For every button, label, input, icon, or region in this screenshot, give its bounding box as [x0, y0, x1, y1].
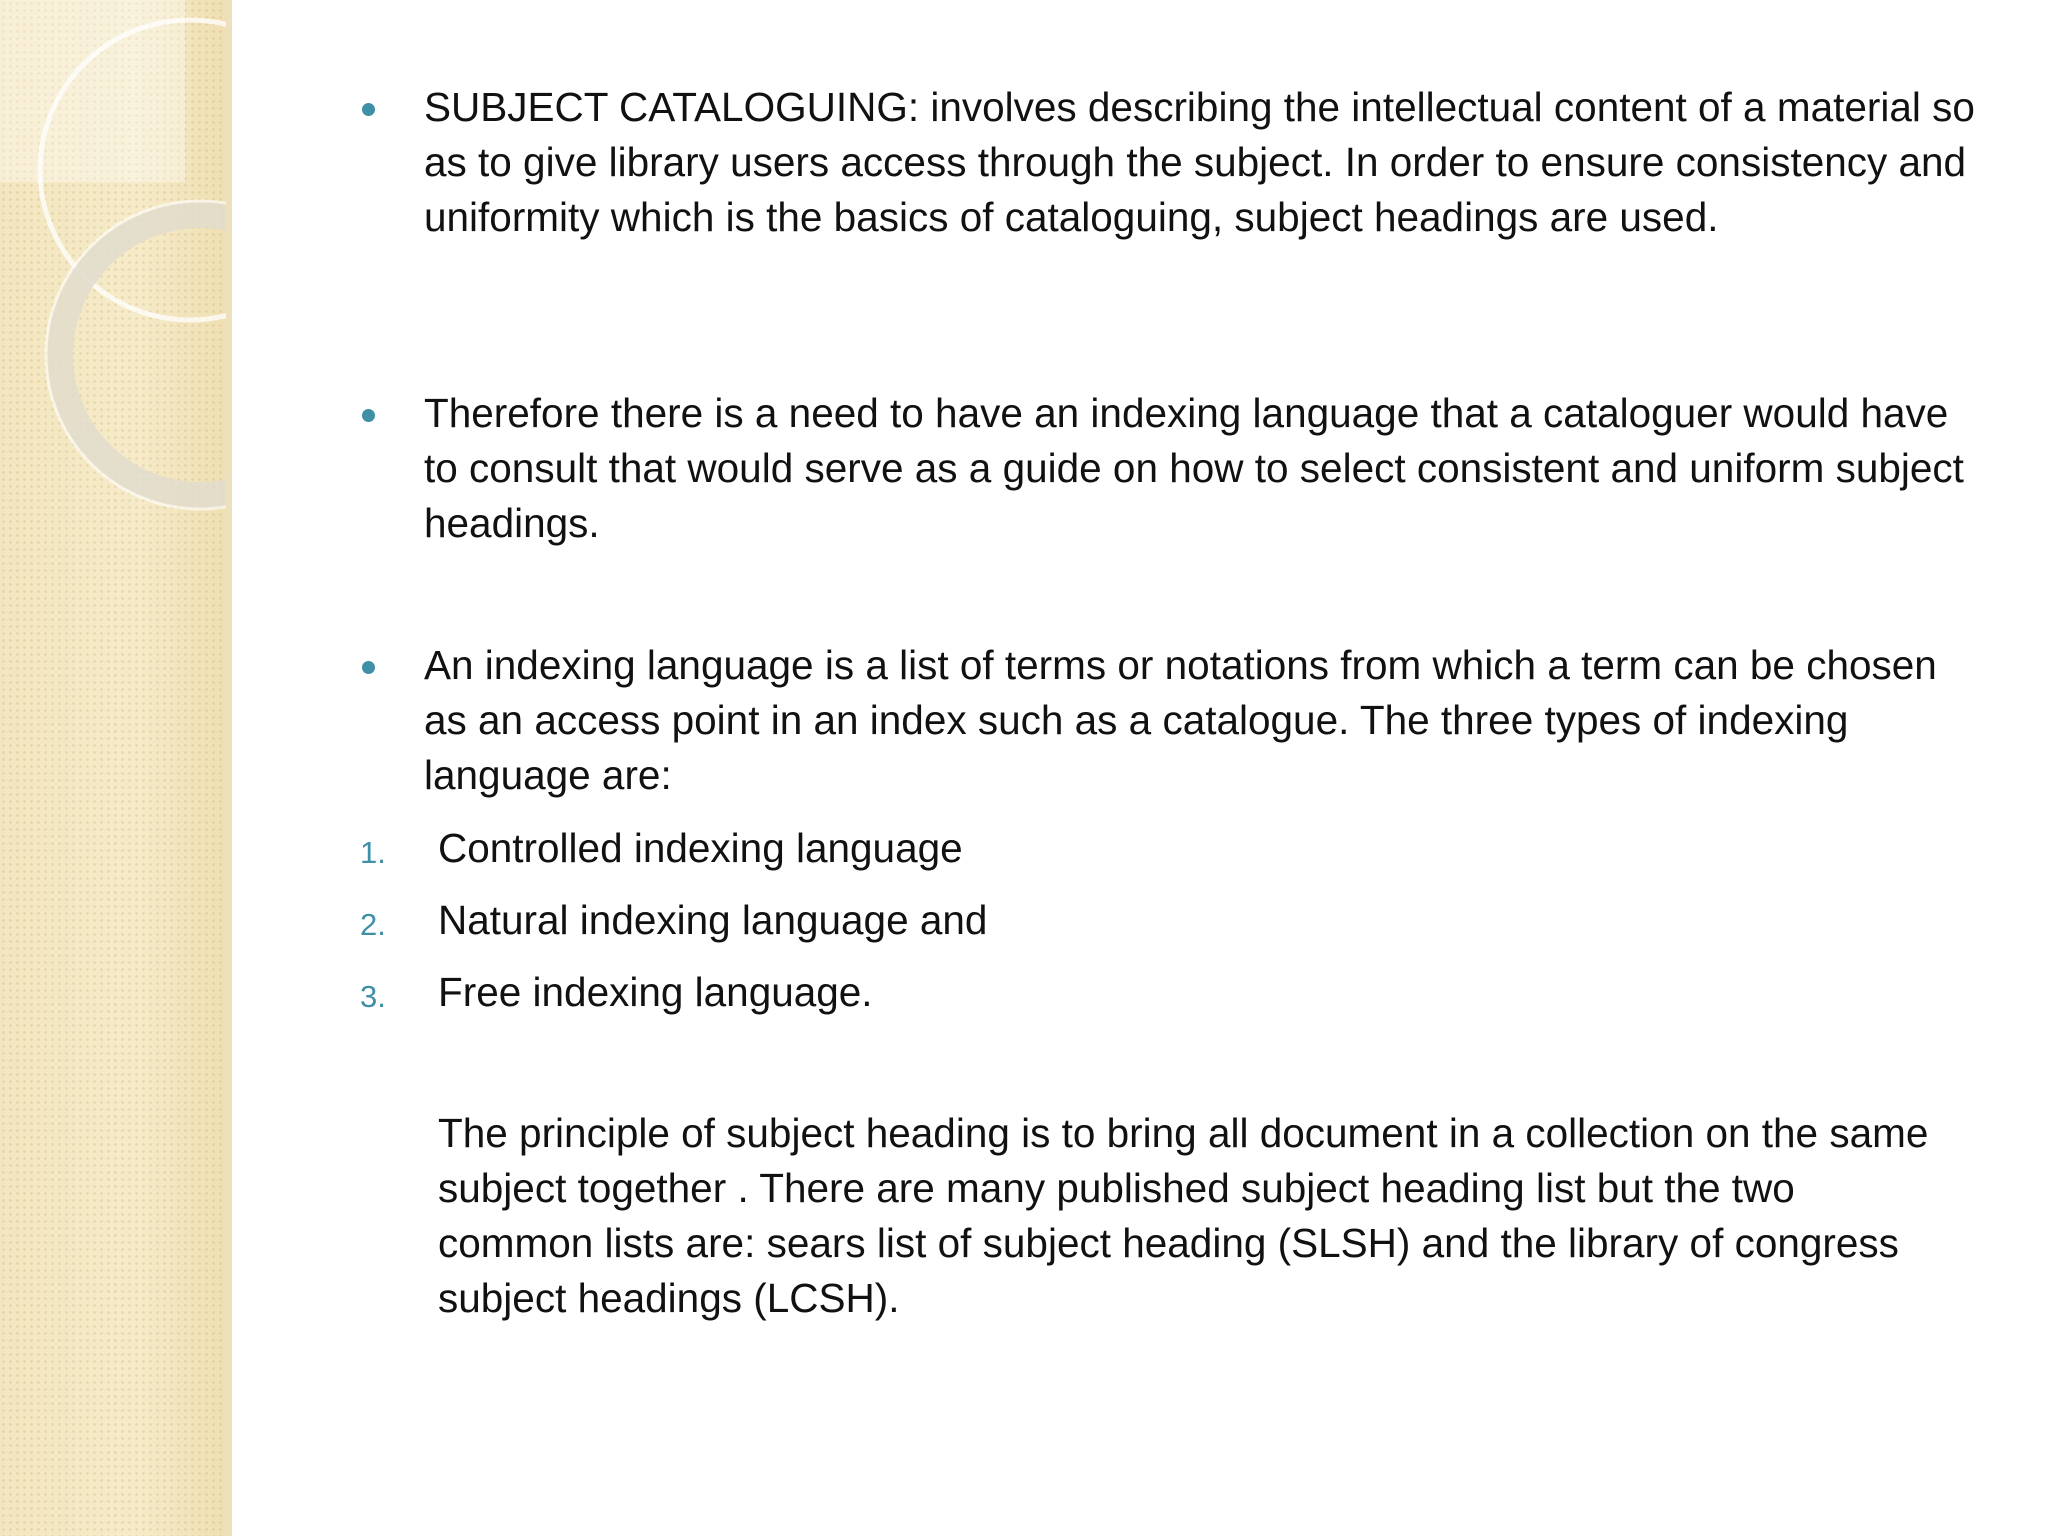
- list-item-text: Free indexing language.: [438, 969, 873, 1015]
- bullet-item-indexing-need: [424, 386, 1984, 551]
- numbered-item-natural: [360, 893, 1938, 948]
- bullet-text: SUBJECT CATALOGUING: involves describing the intellectual content of a material so as to give library users access through the subject. In order to ensure consistency and uniformity which is the basics of cataloguing, subject headings are used.: [424, 84, 1975, 240]
- bullet-dot-icon: [362, 103, 375, 116]
- bullet-dot-icon: [362, 661, 375, 674]
- numbered-item-free: [360, 965, 1938, 1020]
- numbered-item-controlled: [360, 821, 1938, 876]
- bullet-item-indexing-language-definition: [424, 638, 1984, 803]
- list-number: 3.: [360, 979, 386, 1014]
- list-item-text: Controlled indexing language: [438, 825, 963, 871]
- list-item-text: Natural indexing language and: [438, 897, 988, 943]
- list-number: 1.: [360, 835, 386, 870]
- list-number: 2.: [360, 907, 386, 942]
- closing-paragraph: The principle of subject heading is to bring all document in a collection on the same subject together . There are many published subject heading list but the two common lists are: sears list of subject heading (SLSH) and the library of congress subject headings (LCSH).: [438, 1110, 1929, 1321]
- bullet-item-subject-cataloguing: [424, 80, 1984, 245]
- bullet-text: An indexing language is a list of terms or notations from which a term can be chosen as an access point in an index such as a catalogue. The three types of indexing language are:: [424, 642, 1937, 798]
- bullet-text: Therefore there is a need to have an indexing language that a cataloguer would have to consult that would serve as a guide on how to select consistent and uniform subject headings.: [424, 390, 1964, 546]
- bullet-dot-icon: [362, 409, 375, 422]
